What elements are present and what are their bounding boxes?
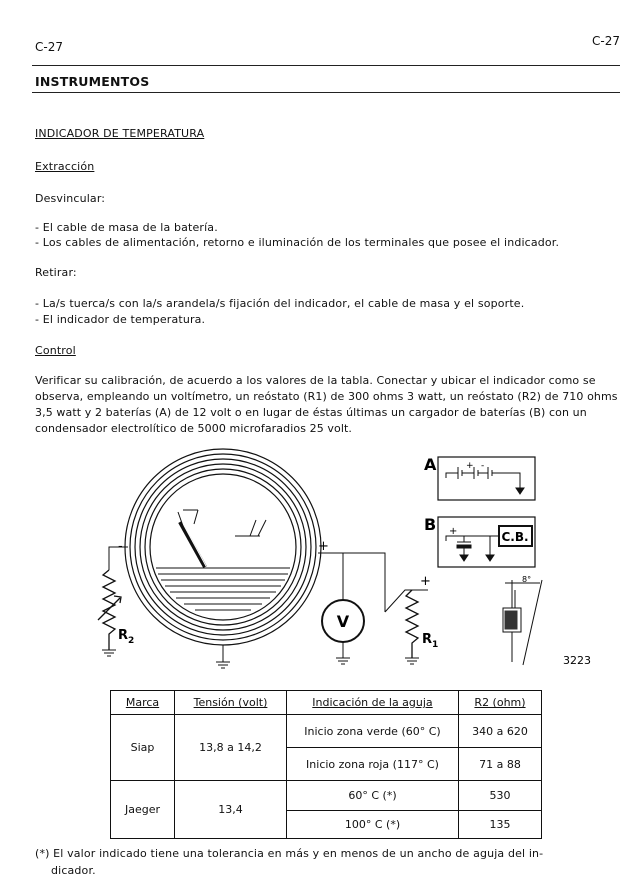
table-cell-r2: 71 a 88 [459, 748, 542, 781]
minus-terminal: - [118, 539, 123, 554]
table-header: R2 (ohm) [459, 691, 542, 715]
table-cell-r2: 135 [459, 811, 542, 839]
header-rule [32, 65, 620, 66]
figure-number: 3223 [563, 654, 591, 667]
label-b: B [424, 515, 437, 534]
table-row [111, 715, 542, 748]
charger-plus: + [449, 526, 458, 537]
table-cell-indicacion: 60° C (*) [287, 781, 459, 811]
calibration-table [110, 690, 542, 839]
gauge-icon [125, 449, 321, 645]
table-header-row [111, 691, 542, 715]
r1-label: $R_1$ [422, 632, 439, 650]
ground-icon [102, 650, 419, 668]
control-heading: Control [35, 344, 76, 357]
table-cell-indicacion: 100° C (*) [287, 811, 459, 839]
battery-icon [446, 467, 524, 494]
label-a: A [424, 455, 437, 474]
sender-tilt-icon [503, 580, 542, 665]
page-number-right: C-27 [592, 34, 620, 48]
r2-label: $R_2$ [118, 628, 135, 646]
retirar-label: Retirar: [35, 266, 77, 279]
table-cell-indicacion: Inicio zona verde (60° C) [287, 715, 459, 748]
section-title: INSTRUMENTOS [35, 74, 150, 89]
section-rule [32, 92, 620, 93]
table-cell-tension: 13,4 [175, 781, 287, 839]
retirar-item: - El indicador de temperatura. [35, 313, 206, 326]
table-cell-r2: 530 [459, 781, 542, 811]
voltmeter-label: V [336, 612, 350, 631]
table-header: Indicación de la aguja [287, 691, 459, 715]
table-cell-r2: 340 a 620 [459, 715, 542, 748]
desvincular-item: - El cable de masa de la batería. [35, 221, 218, 234]
footnote-line: (*) El valor indicado tiene una tolerancia en más y en menos de un ancho de aguja del in- [35, 847, 544, 860]
wiring-diagram [0, 440, 629, 685]
table-header: Marca [111, 691, 175, 715]
table-header: Tensión (volt) [175, 691, 287, 715]
table-cell-marca: Siap [111, 715, 175, 781]
control-paragraph: Verificar su calibración, de acuerdo a los valores de la tabla. Conectar y ubicar el indicador como se observa, empleando un voltímetro, un reóstato (R1) de 300 ohms 3 watt, un reóstato (R2) de 710 ohms 3,5 watt y 2 baterías (A) de 12 volt o en lugar de éstas últimas un cargador de baterías (B) con un condensador electrolítico de 5000 microfaradios 25 volt. [35, 374, 618, 435]
battery-minus: - [481, 461, 485, 471]
angle-label: 8° [522, 575, 532, 584]
footnote-line: dicador. [51, 864, 96, 877]
needle-icon [178, 510, 266, 567]
table-cell-indicacion: Inicio zona roja (117° C) [287, 748, 459, 781]
table-row [111, 781, 542, 811]
battery-plus: + [466, 461, 474, 471]
table-cell-marca: Jaeger [111, 781, 175, 839]
desvincular-label: Desvincular: [35, 192, 106, 205]
charger-cb-label: C.B. [501, 530, 529, 544]
plus-terminal: + [318, 539, 329, 554]
retirar-item: - La/s tuerca/s con la/s arandela/s fijación del indicador, el cable de masa y el soporte. [35, 297, 525, 310]
table-cell-tension: 13,8 a 14,2 [175, 715, 287, 781]
resistor-r1-icon [406, 590, 418, 658]
extraction-heading: Extracción [35, 160, 95, 173]
capacitor-icon [446, 536, 500, 561]
r1-plus: + [420, 574, 431, 589]
desvincular-item: - Los cables de alimentación, retorno e iluminación de los terminales que posee el indicador. [35, 236, 560, 249]
page-title: INDICADOR DE TEMPERATURA [35, 127, 205, 140]
page-number-left: C-27 [35, 40, 63, 54]
